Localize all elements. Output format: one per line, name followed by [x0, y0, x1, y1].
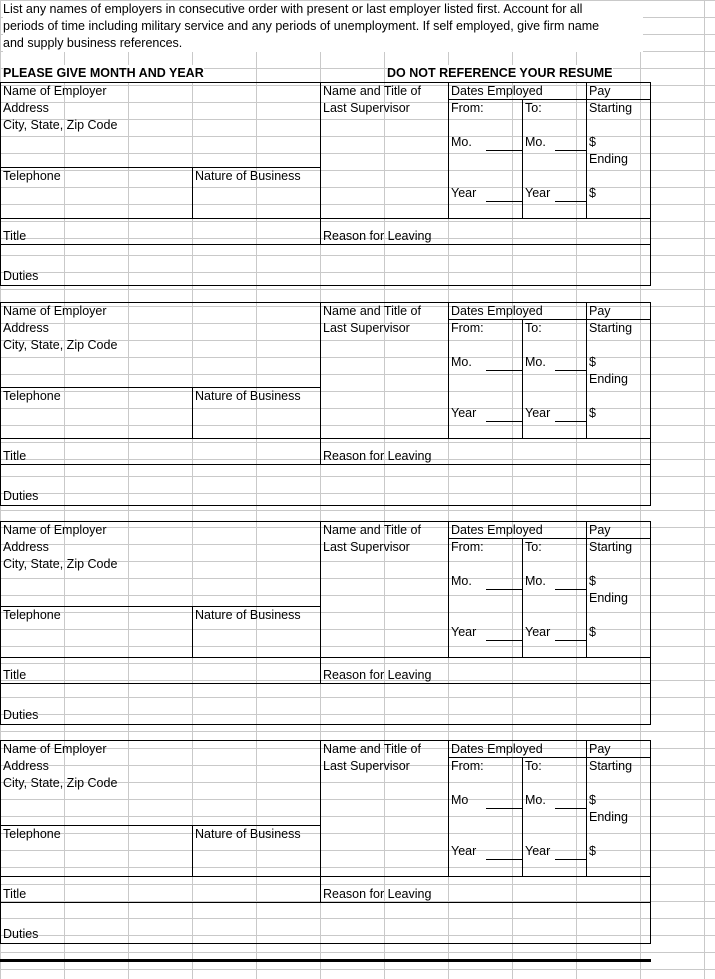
telephone-label: Telephone [3, 827, 61, 841]
nature-of-business-label: Nature of Business [195, 827, 301, 841]
duties-label: Duties [3, 708, 39, 722]
supervisor-label-line-2: Last Supervisor [323, 321, 410, 335]
ending-pay-label: Ending [589, 591, 628, 605]
ending-pay-label: Ending [589, 810, 628, 824]
to-label: To: [525, 759, 542, 773]
reason-for-leaving-label: Reason for Leaving [323, 449, 432, 463]
from-label: From: [451, 540, 484, 554]
starting-dollar-sign: $ [589, 574, 596, 588]
employer-block [0, 521, 651, 743]
address-label: Address [3, 321, 49, 335]
title-label: Title [3, 668, 27, 682]
nature-of-business-label: Nature of Business [195, 169, 301, 183]
from-year-label: Year [451, 186, 477, 200]
dates-employed-label: Dates Employed [451, 84, 543, 98]
name-of-employer-label: Name of Employer [3, 84, 107, 98]
from-label: From: [451, 759, 484, 773]
from-month-label: Mo. [451, 574, 472, 588]
reason-for-leaving-label: Reason for Leaving [323, 668, 432, 682]
supervisor-label-line-1: Name and Title of [323, 742, 421, 756]
address-label: Address [3, 101, 49, 115]
address-label: Address [3, 759, 49, 773]
nature-of-business-label: Nature of Business [195, 608, 301, 622]
city-state-zip-label: City, State, Zip Code [3, 338, 118, 352]
duties-label: Duties [3, 269, 39, 283]
give-month-year-heading: PLEASE GIVE MONTH AND YEAR [3, 66, 204, 80]
to-month-label: Mo. [525, 574, 546, 588]
starting-dollar-sign: $ [589, 355, 596, 369]
from-month-label: Mo [451, 793, 469, 807]
supervisor-label-line-1: Name and Title of [323, 304, 421, 318]
title-label: Title [3, 229, 27, 243]
ending-pay-label: Ending [589, 372, 628, 386]
pay-label: Pay [589, 523, 611, 537]
starting-pay-label: Starting [589, 759, 633, 773]
to-month-label: Mo. [525, 793, 546, 807]
nature-of-business-label: Nature of Business [195, 389, 301, 403]
supervisor-label-line-2: Last Supervisor [323, 759, 410, 773]
from-year-label: Year [451, 625, 477, 639]
address-label: Address [3, 540, 49, 554]
reason-for-leaving-label: Reason for Leaving [323, 229, 432, 243]
from-year-label: Year [451, 406, 477, 420]
duties-label: Duties [3, 489, 39, 503]
supervisor-label-line-1: Name and Title of [323, 523, 421, 537]
ending-dollar-sign: $ [589, 625, 596, 639]
from-month-label: Mo. [451, 135, 472, 149]
instructions-line-2: periods of time including military service and any periods of unemployment. If self employed, give firm name [3, 19, 600, 33]
do-not-reference-resume-heading: DO NOT REFERENCE YOUR RESUME [387, 66, 613, 80]
to-month-label: Mo. [525, 135, 546, 149]
name-of-employer-label: Name of Employer [3, 304, 107, 318]
ending-dollar-sign: $ [589, 186, 596, 200]
pay-label: Pay [589, 304, 611, 318]
supervisor-label-line-2: Last Supervisor [323, 540, 410, 554]
pay-label: Pay [589, 742, 611, 756]
to-year-label: Year [525, 844, 551, 858]
to-label: To: [525, 101, 542, 115]
starting-dollar-sign: $ [589, 135, 596, 149]
to-year-label: Year [525, 186, 551, 200]
starting-pay-label: Starting [589, 540, 633, 554]
to-year-label: Year [525, 625, 551, 639]
dates-employed-label: Dates Employed [451, 742, 543, 756]
title-label: Title [3, 449, 27, 463]
title-label: Title [3, 887, 27, 901]
telephone-label: Telephone [3, 169, 61, 183]
instructions-line-1: List any names of employers in consecutive order with present or last employer listed first. Account for all [3, 2, 583, 16]
dates-employed-label: Dates Employed [451, 523, 543, 537]
to-year-label: Year [525, 406, 551, 420]
duties-label: Duties [3, 927, 39, 941]
name-of-employer-label: Name of Employer [3, 523, 107, 537]
starting-pay-label: Starting [589, 321, 633, 335]
telephone-label: Telephone [3, 608, 61, 622]
ending-pay-label: Ending [589, 152, 628, 166]
instructions-text [3, 1, 643, 52]
city-state-zip-label: City, State, Zip Code [3, 118, 118, 132]
telephone-label: Telephone [3, 389, 61, 403]
ending-dollar-sign: $ [589, 844, 596, 858]
from-label: From: [451, 101, 484, 115]
instructions-line-3: and supply business references. [3, 36, 183, 50]
city-state-zip-label: City, State, Zip Code [3, 776, 118, 790]
employer-block [0, 740, 651, 962]
name-of-employer-label: Name of Employer [3, 742, 107, 756]
supervisor-label-line-2: Last Supervisor [323, 101, 410, 115]
dates-employed-label: Dates Employed [451, 304, 543, 318]
reason-for-leaving-label: Reason for Leaving [323, 887, 432, 901]
starting-pay-label: Starting [589, 101, 633, 115]
employer-block [0, 82, 651, 304]
supervisor-label-line-1: Name and Title of [323, 84, 421, 98]
ending-dollar-sign: $ [589, 406, 596, 420]
pay-label: Pay [589, 84, 611, 98]
starting-dollar-sign: $ [589, 793, 596, 807]
to-label: To: [525, 540, 542, 554]
from-year-label: Year [451, 844, 477, 858]
employer-block [0, 302, 651, 524]
from-month-label: Mo. [451, 355, 472, 369]
to-month-label: Mo. [525, 355, 546, 369]
bottom-divider [0, 959, 651, 962]
city-state-zip-label: City, State, Zip Code [3, 557, 118, 571]
to-label: To: [525, 321, 542, 335]
from-label: From: [451, 321, 484, 335]
